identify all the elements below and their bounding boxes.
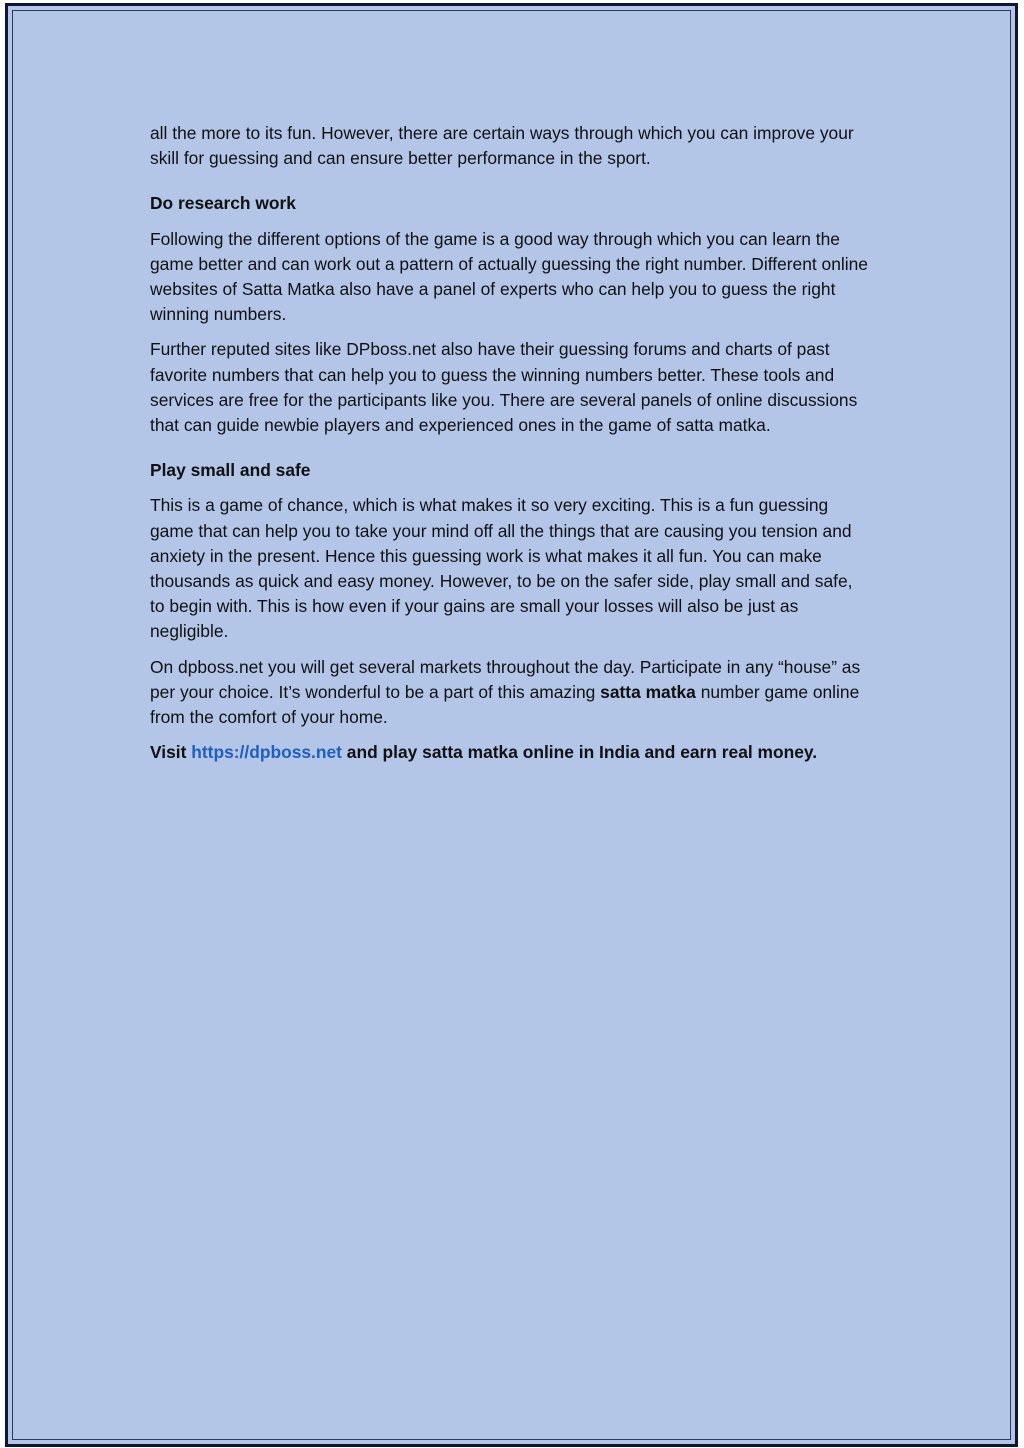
research-paragraph-1: Following the different options of the game is a good way through which you can learn the game better and can work out a pattern of actually guessing the right number. Different online websites of Satta Matka also have a panel of experts who can help you to guess the right winning numbers.: [150, 228, 868, 325]
play-small-paragraph-2: [150, 655, 870, 731]
intro-paragraph: all the more to its fun. However, there are certain ways through which you can improve your skill for guessing and can ensure better performance in the sport.: [150, 123, 854, 169]
satta-matka-bold: satta matka: [600, 681, 696, 702]
call-to-action: [150, 740, 870, 765]
dpboss-link[interactable]: https://dpboss.net: [191, 742, 342, 763]
document-body: [150, 121, 870, 775]
play-small-paragraph-1: This is a game of chance, which is what makes it so very exciting. This is a fun guessing game that can help you to take your mind off all the things that are causing you tension and anxiety in the present. Hence this guessing work is what makes it all fun. You can make thousands as quick and easy money. However, to be on the safer side, play small and safe, to begin with. This is how even if your gains are small your losses will also be just as negligible.: [150, 495, 853, 642]
paragraph-text-start: On dpboss.net you will get several markets throughout the day. Participate in any “house” as per your choice. It’s wonderful to be a part of this amazing: [150, 656, 861, 702]
cta-prefix: Visit: [150, 742, 192, 763]
research-paragraph-2: Further reputed sites like DPboss.net also have their guessing forums and charts of past favorite numbers that can help you to guess the winning numbers better. These tools and services are free for the participants like you. There are several panels of online discussions that can guide newbie players and experienced ones in the game of satta matka.: [150, 339, 858, 436]
section-heading-research: Do research work: [150, 193, 296, 214]
section-heading-play-small: Play small and safe: [150, 460, 311, 481]
cta-suffix: and play satta matka online in India and earn real money.: [341, 742, 818, 763]
paragraph-text-end: number game online from the comfort of your home.: [150, 681, 860, 728]
